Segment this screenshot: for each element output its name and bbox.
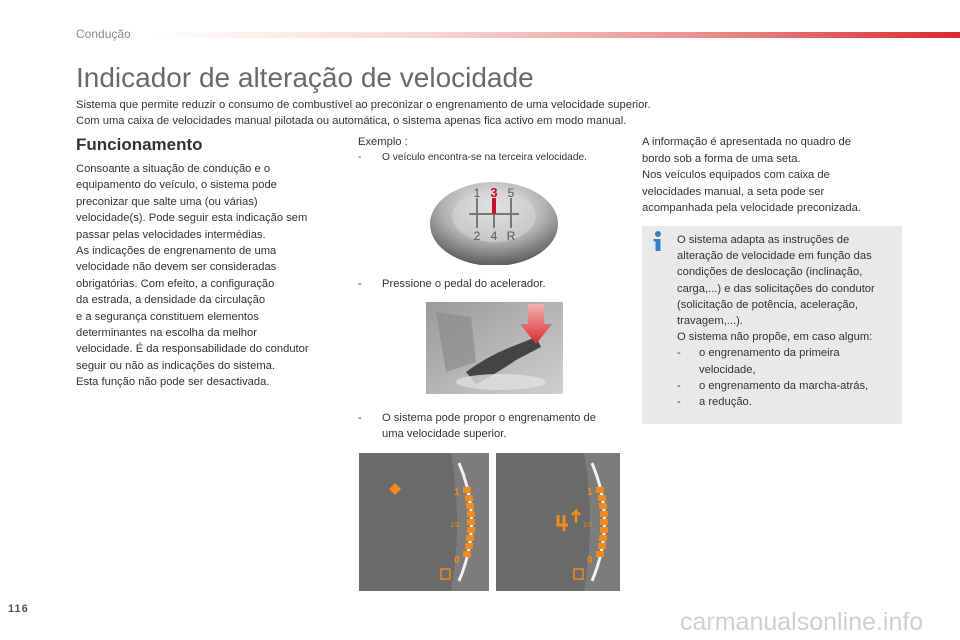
display-info-text <box>642 134 912 217</box>
gauge-tick-half: 1/2 <box>583 522 593 529</box>
text-line: Esta função não pode ser desactivada. <box>76 376 270 389</box>
text-line: velocidade, <box>699 363 756 376</box>
step-text: Pressione o pedal do acelerador. <box>382 278 546 290</box>
list-item <box>677 394 902 410</box>
funcionamento-text <box>76 161 338 391</box>
gauge-tick-full: 1 <box>587 487 593 498</box>
text-line: Nos veículos equipados com caixa de <box>642 169 830 181</box>
text-line: obrigatórias. Com efeito, a configuração <box>76 277 275 290</box>
text-line: velocidade. É da responsabilidade do condutor <box>76 343 309 356</box>
accelerator-pedal-illustration <box>426 302 563 394</box>
knob-digit: 4 <box>490 229 498 243</box>
knob-digit: 2 <box>473 229 481 243</box>
page-number: 116 <box>8 603 29 615</box>
text-line: O sistema não propõe, em caso algum: <box>677 331 873 344</box>
gear-knob-illustration <box>429 180 559 265</box>
dash: - <box>677 396 681 409</box>
text-line: da estrada, a densidade da circulação <box>76 294 266 307</box>
header-bar <box>148 32 960 38</box>
text-line: equipamento do veículo, o sistema pode <box>76 179 277 192</box>
text-line: travagem,...). <box>677 315 743 328</box>
example-step-3 <box>358 410 628 442</box>
example-step-2 <box>358 276 628 292</box>
text-line: bordo sob a forma de uma seta. <box>642 152 801 165</box>
text-line: O sistema adapta as instruções de <box>677 234 850 246</box>
step-text: O sistema pode propor o engrenamento de <box>382 412 596 424</box>
gauge-tick-empty: 0 <box>587 555 593 566</box>
example-step-1 <box>358 150 628 166</box>
intro-line: Sistema que permite reduzir o consumo de combustível ao preconizar o engrenamento de uma velocidade superior. <box>76 99 651 111</box>
example-label: Exemplo : <box>358 136 408 148</box>
text-line: e a segurança constituem elementos <box>76 310 259 323</box>
gauge-tick-half: 1/2 <box>450 522 460 529</box>
dash: - <box>358 152 362 163</box>
text-line: condições de deslocação (inclinação, <box>677 266 863 279</box>
knob-digit-active: 3 <box>490 185 498 200</box>
text-line: carga,...) e das solicitações do condutor <box>677 282 875 295</box>
text-line: velocidade(s). Pode seguir esta indicação sem <box>76 212 308 225</box>
step-text: O veículo encontra-se na terceira velocidade. <box>382 152 587 163</box>
gauge-tick-full: 1 <box>454 487 460 498</box>
text-line: a redução. <box>699 396 752 409</box>
info-box-text <box>677 232 902 410</box>
section-label: Condução <box>76 27 131 41</box>
text-line: alteração de velocidade em função das <box>677 250 872 263</box>
text-line: preconizar que salte uma (ou várias) <box>76 195 258 208</box>
text-line: o engrenamento da marcha-atrás, <box>699 379 869 392</box>
text-line: seguir ou não as indicações do sistema. <box>76 359 276 372</box>
dash: - <box>358 412 362 424</box>
intro-line: Com uma caixa de velocidades manual pilotada ou automática, o sistema apenas fica activo em modo manual. <box>76 114 627 127</box>
funcionamento-heading: Funcionamento <box>76 135 203 154</box>
knob-digit: 5 <box>507 186 515 200</box>
list-item <box>677 378 902 394</box>
dash: - <box>677 379 681 392</box>
dashboard-gauge-before <box>359 453 489 591</box>
text-line: As indicações de engrenamento de uma <box>76 245 277 258</box>
knob-digit: R <box>506 229 516 243</box>
info-icon <box>650 230 666 252</box>
knob-digit: 1 <box>473 186 481 200</box>
text-line: A informação é apresentada no quadro de <box>642 136 851 148</box>
intro-text <box>76 98 936 129</box>
dash: - <box>677 347 681 360</box>
text-line: acompanhada pela velocidade preconizada. <box>642 202 861 214</box>
step-text: uma velocidade superior. <box>382 428 507 440</box>
gauge-tick-empty: 0 <box>454 555 460 566</box>
text-line: velocidade não devem ser consideradas <box>76 261 277 274</box>
text-line: (solicitação de potência, aceleração, <box>677 298 858 311</box>
page-title: Indicador de alteração de velocidade <box>76 62 534 93</box>
text-line: Consoante a situação de condução e o <box>76 163 271 175</box>
text-line: o engrenamento da primeira <box>699 347 840 360</box>
dash: - <box>358 278 362 290</box>
text-line: determinantes na escolha da melhor <box>76 327 257 340</box>
watermark: carmanualsonline.info <box>680 608 924 636</box>
text-line: passar pelas velocidades intermédias. <box>76 228 266 241</box>
text-line: velocidades manual, a seta pode ser <box>642 185 825 198</box>
list-item <box>677 345 902 377</box>
dashboard-gauge-shift-up <box>496 453 620 591</box>
